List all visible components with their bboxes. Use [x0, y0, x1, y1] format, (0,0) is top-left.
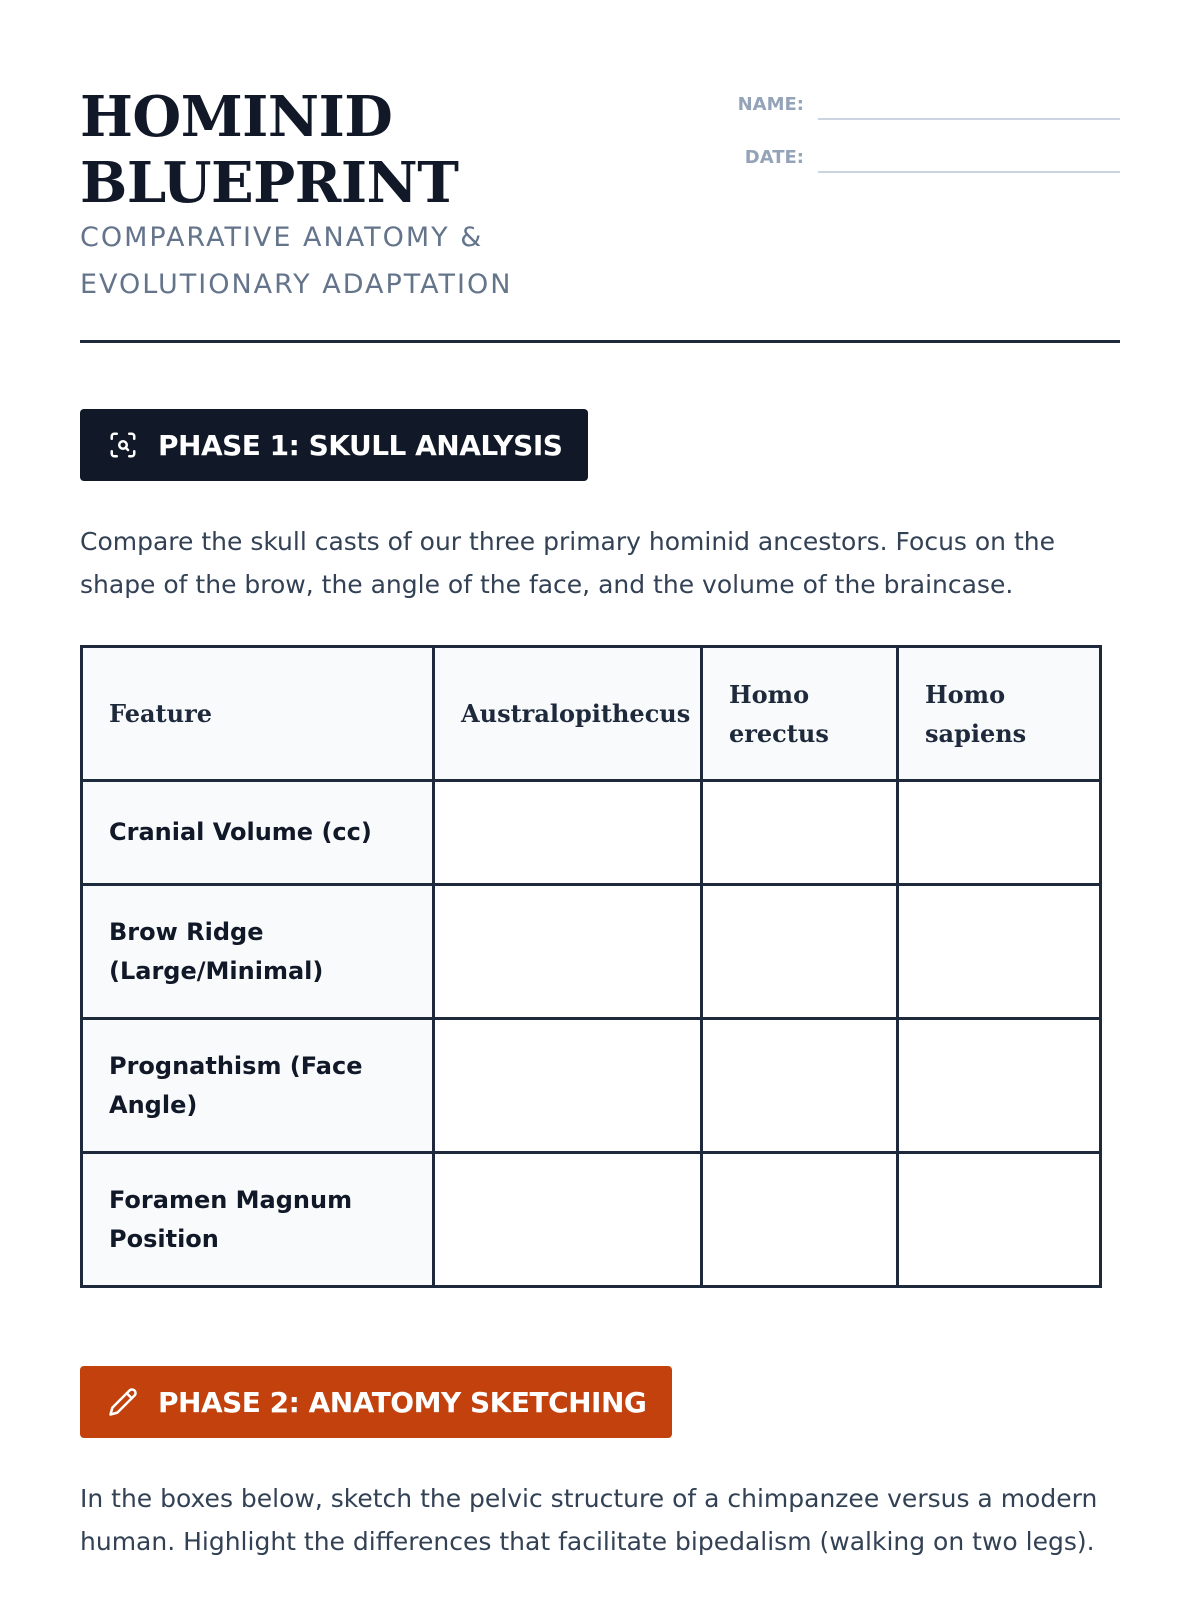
date-field-row — [710, 137, 1120, 173]
feature-foramen-magnum: Foramen Magnum Position — [82, 1153, 434, 1287]
phase-1-banner — [80, 409, 588, 481]
title-line-1: HOMINID — [80, 84, 393, 150]
header-homo-erectus: Homo erectus — [702, 647, 898, 781]
skull-comparison-table — [80, 645, 1102, 1288]
answer-cell[interactable] — [702, 885, 898, 1019]
name-field-row — [710, 84, 1120, 120]
worksheet-header — [80, 0, 1120, 345]
answer-cell[interactable] — [898, 885, 1101, 1019]
student-info-fields — [710, 84, 1120, 190]
answer-cell[interactable] — [702, 1153, 898, 1287]
table-row — [82, 1019, 1101, 1153]
pencil-icon — [108, 1387, 138, 1417]
header-divider — [80, 340, 1120, 343]
name-label: NAME: — [737, 94, 804, 115]
table-header-row — [82, 647, 1101, 781]
phase-2-instructions: In the boxes below, sketch the pelvic structure of a chimpanzee versus a modern human. Highlight the differences that facilitate bipedalism (walking on two legs). — [80, 1484, 1098, 1556]
answer-cell[interactable] — [434, 781, 702, 885]
scan-search-icon — [108, 430, 138, 460]
phase-2-title: PHASE 2: ANATOMY SKETCHING — [158, 1385, 647, 1419]
phase-2-banner — [80, 1366, 672, 1438]
answer-cell[interactable] — [898, 1153, 1101, 1287]
header-australopithecus: Australopithecus — [434, 647, 702, 781]
worksheet-title — [80, 84, 458, 216]
answer-cell[interactable] — [702, 781, 898, 885]
date-field[interactable] — [818, 145, 1120, 173]
feature-brow-ridge: Brow Ridge (Large/Minimal) — [82, 885, 434, 1019]
date-label: DATE: — [744, 147, 804, 168]
answer-cell[interactable] — [434, 885, 702, 1019]
answer-cell[interactable] — [702, 1019, 898, 1153]
header-homo-sapiens: Homo sapiens — [898, 647, 1101, 781]
subtitle-line-1: COMPARATIVE ANATOMY & — [80, 222, 484, 253]
answer-cell[interactable] — [434, 1153, 702, 1287]
phase-1-title: PHASE 1: SKULL ANALYSIS — [158, 428, 563, 462]
subtitle-line-2: EVOLUTIONARY ADAPTATION — [80, 269, 513, 300]
table-row — [82, 1153, 1101, 1287]
feature-cranial-volume: Cranial Volume (cc) — [82, 781, 434, 885]
table-row — [82, 885, 1101, 1019]
answer-cell[interactable] — [434, 1019, 702, 1153]
worksheet-subtitle — [80, 214, 512, 308]
name-field[interactable] — [818, 92, 1120, 120]
phase-1-instructions: Compare the skull casts of our three primary hominid ancestors. Focus on the shape of the brow, the angle of the face, and the volume of the braincase. — [80, 527, 1055, 599]
table-row — [82, 781, 1101, 885]
answer-cell[interactable] — [898, 781, 1101, 885]
feature-prognathism: Prognathism (Face Angle) — [82, 1019, 434, 1153]
answer-cell[interactable] — [898, 1019, 1101, 1153]
title-line-2: BLUEPRINT — [80, 150, 459, 216]
header-feature: Feature — [82, 647, 434, 781]
